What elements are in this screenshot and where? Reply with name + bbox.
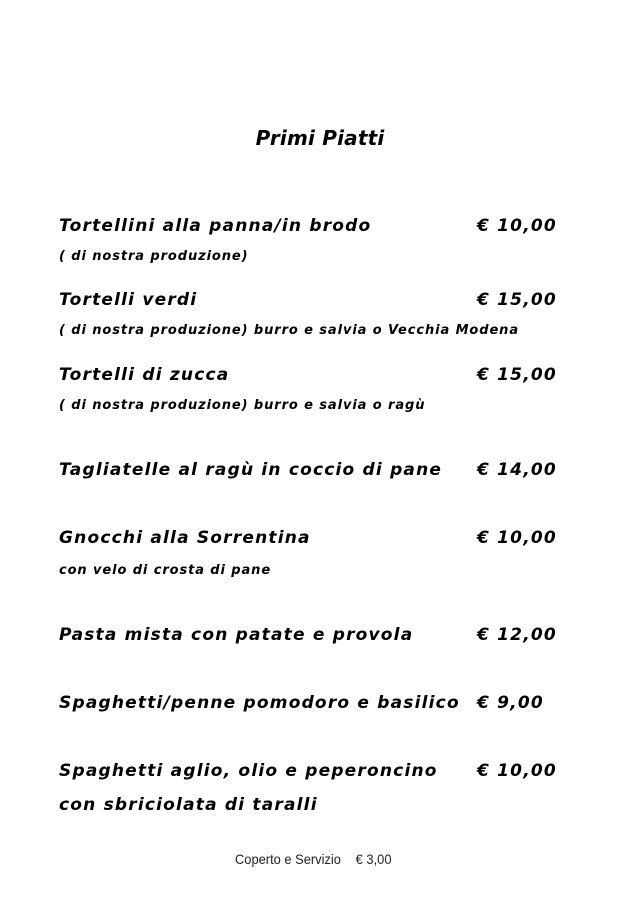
dish-name: Spaghetti aglio, olio e peperoncino [59, 761, 438, 781]
dish-name: Gnocchi alla Sorrentina [59, 528, 311, 548]
cover-charge-price: € 3,00 [355, 851, 392, 867]
dish-name: Spaghetti/penne pomodoro e basilico [59, 693, 460, 713]
dish-price: € 12,00 [477, 625, 557, 645]
dish-price: € 9,00 [477, 693, 544, 713]
dish-name: Tagliatelle al ragù in coccio di pane [59, 460, 443, 480]
dish-name-continuation: con sbriciolata di taralli [59, 795, 318, 815]
dish-note: con velo di crosta di pane [59, 563, 272, 578]
cover-charge-footer [235, 851, 392, 867]
dish-note: ( di nostra produzione) burro e salvia o Vecchia Modena [59, 323, 520, 338]
dish-note: ( di nostra produzione) [59, 249, 249, 264]
dish-name: Pasta mista con patate e provola [59, 625, 414, 645]
cover-charge-label: Coperto e Servizio [235, 851, 341, 867]
dish-name: Tortelli di zucca [59, 365, 230, 385]
dish-note: ( di nostra produzione) burro e salvia o ragù [59, 398, 426, 413]
dish-name: Tortellini alla panna/in brodo [59, 216, 372, 236]
dish-price: € 15,00 [477, 365, 557, 385]
dish-price: € 10,00 [477, 216, 557, 236]
dish-price: € 14,00 [477, 460, 557, 480]
menu-title: Primi Piatti [255, 126, 385, 150]
dish-price: € 10,00 [477, 528, 557, 548]
dish-price: € 10,00 [477, 761, 557, 781]
dish-price: € 15,00 [477, 290, 557, 310]
dish-name: Tortelli verdi [59, 290, 198, 310]
